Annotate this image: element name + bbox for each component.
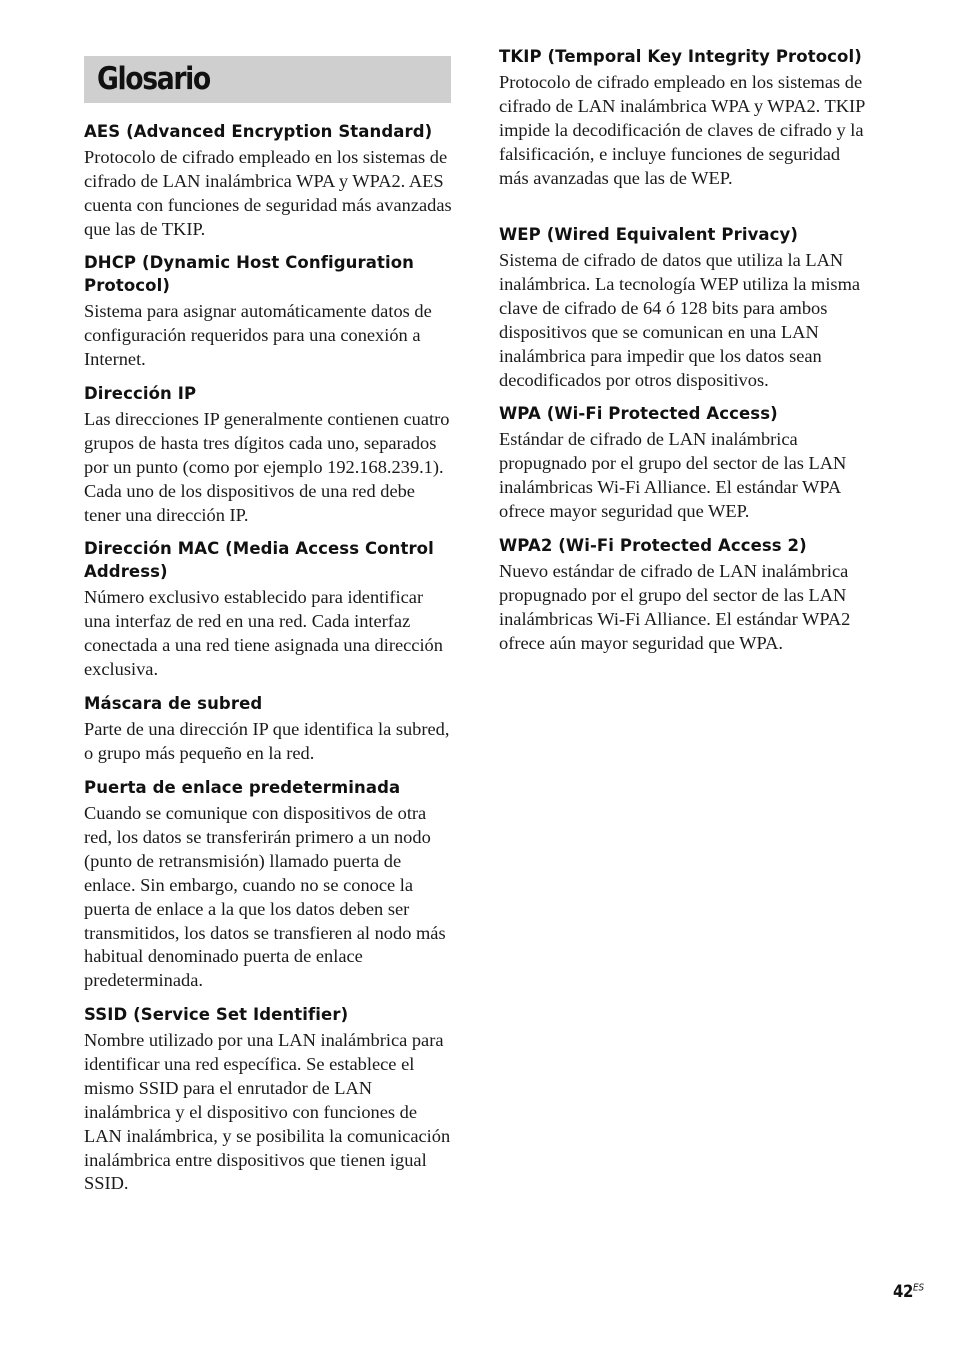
glossary-entry-tkip [499, 45, 869, 191]
glossary-term: DHCP (Dynamic Host Configuration Protocol) [84, 253, 414, 295]
glossary-entry-default-gateway [84, 776, 452, 993]
glossary-entry-wpa2 [499, 534, 869, 656]
glossary-definition: Las direcciones IP generalmente contienen cuatro grupos de hasta tres dígitos cada uno, separados por un punto (como por ejemplo 192.168.239.1). Cada uno de los dispositivos de una red debe tener una dirección IP. [84, 409, 450, 525]
glossary-entry-ip-address [84, 382, 452, 528]
glossary-definition: Cuando se comunique con dispositivos de otra red, los datos se transferirán primero a un nodo (punto de retransmisión) llamado puerta de enlace. Sin embargo, cuando no se conoce la puerta de enlace a la que los datos deben ser transmitidos, los datos se transfieren al nodo más habitual denominado puerta de enlace predeterminada. [84, 803, 446, 991]
page-title: Glosario [97, 61, 210, 97]
glossary-entry-wpa [499, 402, 869, 524]
glossary-term: Máscara de subred [84, 694, 263, 713]
glossary-definition: Protocolo de cifrado empleado en los sistemas de cifrado de LAN inalámbrica WPA y WPA2. TKIP impide la decodificación de claves de cifrado y la falsificación, e incluye funciones de seguridad más avanzadas que las de WEP. [499, 72, 865, 188]
glossary-entry-mac-address [84, 537, 452, 682]
glossary-definition: Nuevo estándar de cifrado de LAN inalámbrica propugnado por el grupo del sector de las LAN inalámbricas Wi-Fi Alliance. El estándar WPA2 ofrece aún mayor seguridad que WPA. [499, 561, 851, 653]
glossary-term: WPA2 (Wi-Fi Protected Access 2) [499, 536, 807, 555]
glossary-definition: Nombre utilizado por una LAN inalámbrica para identificar una red específica. Se establece el mismo SSID para el enrutador de LAN inalámbrica y el dispositivo con funciones de LAN inalámbrica, y se posibilita la comunicación inalámbrica entre dispositivos que tienen igual SSID. [84, 1030, 451, 1194]
glossary-definition: Parte de una dirección IP que identifica la subred, o grupo más pequeño en la red. [84, 719, 450, 763]
title-bar [84, 56, 451, 103]
page-language-suffix: ES [912, 1282, 925, 1294]
glossary-term: WEP (Wired Equivalent Privacy) [499, 225, 799, 244]
glossary-entry-dhcp [84, 251, 452, 372]
glossary-entry-aes [84, 120, 452, 242]
glossary-definition: Estándar de cifrado de LAN inalámbrica propugnado por el grupo del sector de las LAN inalámbricas Wi-Fi Alliance. El estándar WPA ofrece mayor seguridad que WEP. [499, 429, 847, 521]
glossary-definition: Sistema de cifrado de datos que utiliza la LAN inalámbrica. La tecnología WEP utiliza la misma clave de cifrado de 64 ó 128 bits para ambos dispositivos que se comunican en una LAN inalámbrica para impedir que los datos sean decodificados por otros dispositivos. [499, 250, 861, 390]
glossary-entry-wep [499, 223, 869, 392]
glossary-term: AES (Advanced Encryption Standard) [84, 122, 433, 141]
glossary-term: WPA (Wi-Fi Protected Access) [499, 404, 778, 423]
glossary-entry-subnet-mask [84, 692, 452, 766]
page-number [893, 1282, 924, 1302]
glossary-term: Puerta de enlace predeterminada [84, 778, 401, 797]
page-number-value: 42 [893, 1282, 913, 1302]
glossary-definition: Sistema para asignar automáticamente datos de configuración requeridos para una conexión a Internet. [84, 301, 432, 369]
glossary-entry-ssid [84, 1003, 452, 1196]
glossary-definition: Protocolo de cifrado empleado en los sistemas de cifrado de LAN inalámbrica WPA y WPA2. AES cuenta con funciones de seguridad más avanzadas que las de TKIP. [84, 147, 452, 239]
glossary-term: TKIP (Temporal Key Integrity Protocol) [499, 47, 862, 66]
glossary-term: Dirección MAC (Media Access Control Address) [84, 539, 434, 581]
glossary-term: Dirección IP [84, 384, 197, 403]
glossary-term: SSID (Service Set Identifier) [84, 1005, 349, 1024]
glossary-definition: Número exclusivo establecido para identificar una interfaz de red en una red. Cada interfaz conectada a una red tiene asignada una dirección exclusiva. [84, 587, 443, 679]
